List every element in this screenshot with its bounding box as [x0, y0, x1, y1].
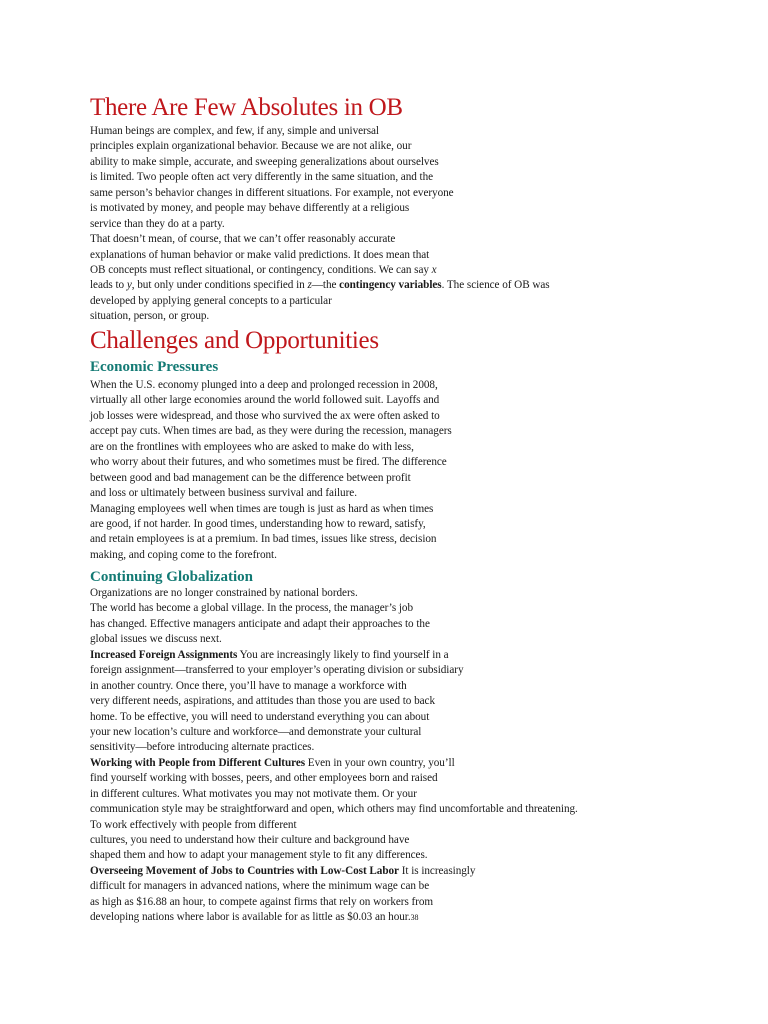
text-line: communication style may be straightforward and open, which others may find uncomfortable and threatening.: [90, 803, 578, 816]
text-fragment: You are increasingly likely to find yourself in a: [237, 648, 449, 661]
text-line: difficult for managers in advanced nations, where the minimum wage can be: [90, 880, 430, 893]
text-fragment: . The science of OB was: [441, 279, 550, 292]
text-line-with-variable: [90, 263, 760, 278]
variable-z: z: [307, 279, 312, 292]
key-term-contingency-variables: contingency variables: [339, 279, 442, 292]
text-line: Human beings are complex, and few, if any, simple and universal: [90, 125, 379, 137]
text-line: very different needs, aspirations, and attitudes than those you are used to back: [90, 695, 435, 708]
text-line: cultures, you need to understand how their culture and background have: [90, 834, 410, 846]
text-line: between good and bad management can be the difference between profit: [90, 471, 411, 484]
text-line: ability to make simple, accurate, and sweeping generalizations about ourselves: [90, 155, 439, 168]
text-line: shaped them and how to adapt your management style to fit any differences.: [90, 849, 428, 862]
heading-challenges-opportunities: Challenges and Opportunities: [90, 327, 379, 354]
text-line: accept pay cuts. When times are bad, as they were during the recession, managers: [90, 425, 452, 438]
run-in-heading-line: [90, 648, 760, 663]
subheading-economic-pressures: Economic Pressures: [90, 359, 219, 375]
text-fragment: , but only under conditions specified in: [131, 279, 308, 292]
variable-y: y: [126, 279, 132, 292]
text-line: developed by applying general concepts to a particular: [90, 294, 332, 307]
text-line-with-term: [90, 278, 760, 293]
text-line: sensitivity—before introducing alternate practices.: [90, 741, 315, 754]
text-fragment: leads to: [90, 279, 127, 292]
text-line: global issues we discuss next.: [90, 633, 222, 646]
text-line: Organizations are no longer constrained by national borders.: [90, 587, 358, 599]
paragraph-continuing-globalization: [90, 586, 760, 926]
text-line: find yourself working with bosses, peers, and other employees born and raised: [90, 772, 438, 785]
paragraph-few-absolutes: [90, 124, 760, 325]
text-line: foreign assignment—transferred to your employer’s operating division or subsidiary: [90, 664, 464, 677]
text-fragment: Even in your own country, you’ll: [305, 756, 455, 769]
text-line: and retain employees is at a premium. In bad times, issues like stress, decision: [90, 533, 437, 546]
text-line: who worry about their futures, and who sometimes must be fired. The difference: [90, 456, 447, 469]
text-line: is limited. Two people often act very differently in the same situation, and the: [90, 171, 434, 184]
run-in-heading-foreign-assignments: Increased Foreign Assignments: [90, 648, 238, 661]
text-line: has changed. Effective managers anticipate and adapt their approaches to the: [90, 617, 430, 630]
text-line: as high as $16.88 an hour, to compete against firms that rely on workers from: [90, 895, 434, 908]
text-line: Managing employees well when times are tough is just as hard as when times: [90, 502, 434, 515]
text-fragment: It is increasingly: [398, 864, 476, 877]
text-line: and loss or ultimately between business survival and failure.: [90, 487, 357, 500]
text-line: principles explain organizational behavior. Because we are not alike, our: [90, 140, 412, 153]
text-line: your new location’s culture and workforce—and demonstrate your cultural: [90, 725, 422, 738]
text-line: making, and coping come to the forefront.: [90, 548, 277, 561]
text-line: When the U.S. economy plunged into a deep and prolonged recession in 2008,: [90, 379, 438, 391]
text-line: are good, if not harder. In good times, understanding how to reward, satisfy,: [90, 517, 426, 530]
text-fragment: OB concepts must reflect situational, or contingency, conditions. We can say: [90, 263, 432, 276]
footnote-marker: 38: [410, 913, 419, 923]
run-in-heading-line: [90, 756, 760, 771]
run-in-heading-low-cost-labor: Overseeing Movement of Jobs to Countries with Low-Cost Labor: [90, 864, 399, 877]
text-line: That doesn’t mean, of course, that we can’t offer reasonably accurate: [90, 233, 396, 246]
text-fragment: —the: [311, 279, 340, 292]
subheading-continuing-globalization: Continuing Globalization: [90, 569, 253, 585]
text-line: The world has become a global village. In the process, the manager’s job: [90, 602, 414, 615]
run-in-heading-line: [90, 864, 760, 879]
text-fragment: developing nations where labor is available for as little as $0.03 an hour.: [90, 911, 411, 924]
text-line: in another country. Once there, you’ll have to manage a workforce with: [90, 679, 407, 692]
text-line: service than they do at a party.: [90, 217, 225, 230]
text-line: is motivated by money, and people may behave differently at a religious: [90, 202, 410, 215]
text-line: job losses were widespread, and those who survived the ax were often asked to: [90, 409, 440, 422]
text-line: explanations of human behavior or make valid predictions. It does mean that: [90, 248, 430, 261]
run-in-heading-different-cultures: Working with People from Different Cultures: [90, 756, 306, 769]
paragraph-economic-pressures: [90, 378, 760, 563]
text-line: To work effectively with people from different: [90, 818, 297, 831]
text-line: are on the frontlines with employees who are asked to make do with less,: [90, 440, 414, 453]
text-line: home. To be effective, you will need to understand everything you can about: [90, 710, 430, 723]
text-line-with-footnote: [90, 910, 760, 925]
text-line: virtually all other large economies around the world followed suit. Layoffs and: [90, 394, 440, 407]
text-line: same person’s behavior changes in different situations. For example, not everyone: [90, 186, 454, 199]
text-line: in different cultures. What motivates you may not motivate them. Or your: [90, 787, 417, 800]
text-line: situation, person, or group.: [90, 310, 210, 323]
heading-few-absolutes: There Are Few Absolutes in OB: [90, 94, 403, 121]
variable-x: x: [431, 263, 437, 276]
